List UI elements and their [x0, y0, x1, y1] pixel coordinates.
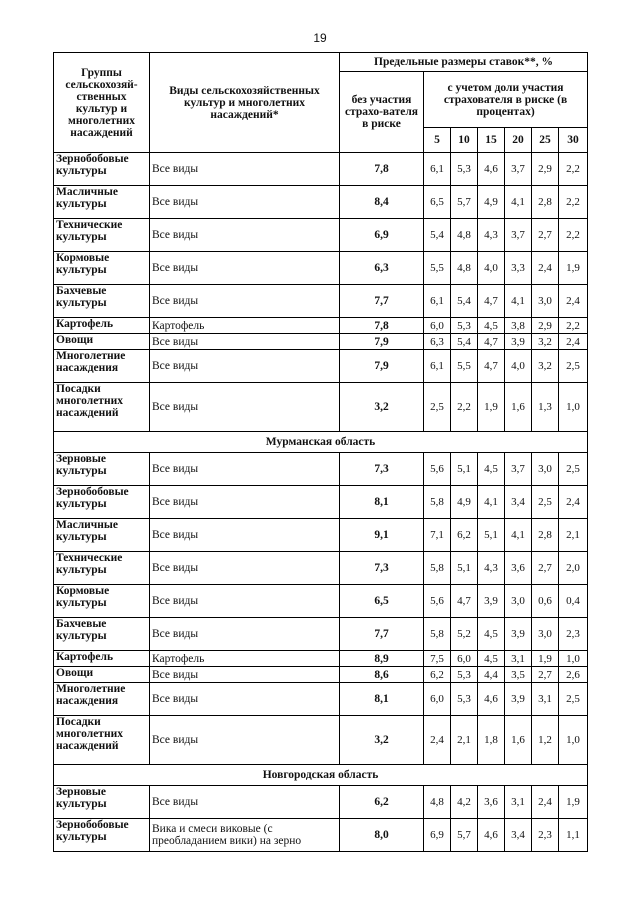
rate-share-10: 4,9: [451, 486, 478, 519]
rate-without-participation: 8,0: [340, 819, 424, 852]
crop-kind: Все виды: [150, 683, 340, 716]
rate-share-15: 4,6: [478, 153, 505, 186]
header-pct-5: 5: [424, 128, 451, 153]
header-pct-10: 10: [451, 128, 478, 153]
rate-share-20: 3,4: [505, 486, 532, 519]
rate-share-15: 4,7: [478, 285, 505, 318]
rate-share-5: 6,9: [424, 819, 451, 852]
header-without-participation: без участия страхо-вателя в риске: [340, 72, 424, 153]
crop-group: Картофель: [54, 318, 150, 334]
rate-share-20: 4,0: [505, 350, 532, 383]
rate-without-participation: 6,5: [340, 585, 424, 618]
rate-without-participation: 9,1: [340, 519, 424, 552]
crop-kind: Все виды: [150, 786, 340, 819]
crop-group: Многолетние насаждения: [54, 683, 150, 716]
rate-share-20: 3,9: [505, 618, 532, 651]
table-row: [54, 486, 588, 519]
table-row: [54, 786, 588, 819]
table-row: [54, 552, 588, 585]
rate-share-25: 2,5: [532, 486, 559, 519]
region-row: [54, 765, 588, 786]
rate-share-5: 5,6: [424, 585, 451, 618]
table-row: [54, 667, 588, 683]
rate-share-10: 5,3: [451, 153, 478, 186]
rate-share-30: 2,4: [559, 285, 588, 318]
rate-share-5: 6,1: [424, 285, 451, 318]
rate-share-15: 4,5: [478, 651, 505, 667]
rate-share-30: 1,9: [559, 252, 588, 285]
rate-share-15: 4,6: [478, 683, 505, 716]
rate-share-10: 2,2: [451, 383, 478, 432]
rate-share-15: 4,7: [478, 350, 505, 383]
rate-share-10: 5,2: [451, 618, 478, 651]
rate-share-15: 4,1: [478, 486, 505, 519]
table-row: [54, 350, 588, 383]
crop-kind: Все виды: [150, 252, 340, 285]
rate-share-30: 2,4: [559, 334, 588, 350]
rate-without-participation: 7,8: [340, 153, 424, 186]
rate-share-20: 3,8: [505, 318, 532, 334]
rate-share-5: 6,1: [424, 153, 451, 186]
header-pct-25: 25: [532, 128, 559, 153]
rate-without-participation: 6,2: [340, 786, 424, 819]
crop-kind: Все виды: [150, 350, 340, 383]
rate-share-25: 0,6: [532, 585, 559, 618]
rate-share-20: 3,4: [505, 819, 532, 852]
rate-share-5: 5,4: [424, 219, 451, 252]
page-number: 19: [313, 31, 327, 45]
rate-share-10: 4,7: [451, 585, 478, 618]
rate-share-20: 3,0: [505, 585, 532, 618]
rate-without-participation: 3,2: [340, 383, 424, 432]
rate-share-30: 2,2: [559, 318, 588, 334]
crop-group: Зерновые культуры: [54, 786, 150, 819]
table-body: [54, 153, 588, 852]
rate-without-participation: 7,9: [340, 334, 424, 350]
rate-share-15: 4,9: [478, 186, 505, 219]
rate-share-30: 0,4: [559, 585, 588, 618]
rate-share-20: 3,7: [505, 219, 532, 252]
crop-group: Овощи: [54, 334, 150, 350]
rate-share-10: 4,8: [451, 219, 478, 252]
crop-group: Масличные культуры: [54, 519, 150, 552]
rate-share-25: 3,2: [532, 334, 559, 350]
rate-share-20: 3,5: [505, 667, 532, 683]
rate-share-15: 4,7: [478, 334, 505, 350]
rate-share-20: 4,1: [505, 519, 532, 552]
rate-without-participation: 6,3: [340, 252, 424, 285]
table-row: [54, 716, 588, 765]
rate-share-30: 1,1: [559, 819, 588, 852]
crop-kind: Картофель: [150, 651, 340, 667]
rate-share-20: 4,1: [505, 186, 532, 219]
rate-share-30: 2,5: [559, 683, 588, 716]
crop-kind: Все виды: [150, 585, 340, 618]
rate-without-participation: 8,1: [340, 486, 424, 519]
rate-without-participation: 7,7: [340, 618, 424, 651]
rate-share-30: 1,0: [559, 651, 588, 667]
rate-share-25: 2,9: [532, 153, 559, 186]
table-row: [54, 285, 588, 318]
rate-share-25: 2,9: [532, 318, 559, 334]
rate-share-15: 4,5: [478, 453, 505, 486]
rate-share-5: 6,0: [424, 683, 451, 716]
rate-share-15: 4,5: [478, 618, 505, 651]
region-title: Новгородская область: [54, 765, 588, 786]
rate-share-30: 1,9: [559, 786, 588, 819]
table-row: [54, 219, 588, 252]
rate-share-5: 7,1: [424, 519, 451, 552]
rate-share-5: 6,0: [424, 318, 451, 334]
rate-share-10: 5,7: [451, 819, 478, 852]
table-row: [54, 819, 588, 852]
rate-share-20: 3,1: [505, 786, 532, 819]
header-with-share: с учетом доли участия страхователя в риске (в процентах): [424, 72, 588, 128]
rate-share-25: 2,7: [532, 219, 559, 252]
rate-share-5: 5,5: [424, 252, 451, 285]
rate-share-30: 2,1: [559, 519, 588, 552]
table-row: [54, 153, 588, 186]
rate-share-10: 5,3: [451, 667, 478, 683]
header-pct-30: 30: [559, 128, 588, 153]
table-row: [54, 683, 588, 716]
rate-share-25: 1,3: [532, 383, 559, 432]
crop-group: Кормовые культуры: [54, 585, 150, 618]
rate-share-5: 5,6: [424, 453, 451, 486]
crop-group: Многолетние насаждения: [54, 350, 150, 383]
rate-share-25: 3,1: [532, 683, 559, 716]
rate-share-25: 2,7: [532, 552, 559, 585]
crop-kind: Все виды: [150, 285, 340, 318]
crop-kind: Картофель: [150, 318, 340, 334]
rate-share-25: 1,2: [532, 716, 559, 765]
rate-share-10: 5,4: [451, 334, 478, 350]
rate-without-participation: 7,7: [340, 285, 424, 318]
rate-share-5: 5,8: [424, 618, 451, 651]
rate-share-20: 3,9: [505, 683, 532, 716]
rate-without-participation: 7,9: [340, 350, 424, 383]
rate-share-20: 3,7: [505, 453, 532, 486]
crop-kind: Вика и смеси виковые (с преобладанием вики) на зерно: [150, 819, 340, 852]
header-groups: Группы сельскохозяй-ственных культур и многолетних насаждений: [54, 53, 150, 153]
rate-share-25: 2,4: [532, 252, 559, 285]
rate-share-10: 4,8: [451, 252, 478, 285]
rate-share-20: 3,6: [505, 552, 532, 585]
table-row: [54, 618, 588, 651]
crop-kind: Все виды: [150, 334, 340, 350]
crop-kind: Все виды: [150, 667, 340, 683]
rate-without-participation: 8,1: [340, 683, 424, 716]
rate-share-10: 5,5: [451, 350, 478, 383]
table-row: [54, 651, 588, 667]
rate-without-participation: 7,3: [340, 552, 424, 585]
rate-share-10: 5,1: [451, 453, 478, 486]
rate-share-15: 1,8: [478, 716, 505, 765]
crop-group: Зерновые культуры: [54, 453, 150, 486]
rate-share-15: 1,9: [478, 383, 505, 432]
rate-share-5: 2,4: [424, 716, 451, 765]
rate-share-30: 2,5: [559, 453, 588, 486]
rate-share-10: 2,1: [451, 716, 478, 765]
rate-share-25: 2,3: [532, 819, 559, 852]
rate-share-20: 1,6: [505, 383, 532, 432]
crop-kind: Все виды: [150, 552, 340, 585]
rate-share-25: 2,4: [532, 786, 559, 819]
rate-share-15: 4,0: [478, 252, 505, 285]
rate-share-5: 5,8: [424, 486, 451, 519]
rate-share-20: 3,9: [505, 334, 532, 350]
table-row: [54, 585, 588, 618]
rate-share-5: 4,8: [424, 786, 451, 819]
rate-share-15: 3,9: [478, 585, 505, 618]
region-row: [54, 432, 588, 453]
table-row: [54, 519, 588, 552]
table-row: [54, 252, 588, 285]
rate-share-10: 5,7: [451, 186, 478, 219]
rate-share-20: 3,7: [505, 153, 532, 186]
rate-without-participation: 8,6: [340, 667, 424, 683]
rate-share-15: 4,5: [478, 318, 505, 334]
table-row: [54, 334, 588, 350]
rate-share-10: 5,1: [451, 552, 478, 585]
crop-group: Зернобобовые культуры: [54, 486, 150, 519]
rate-share-25: 1,9: [532, 651, 559, 667]
rate-share-15: 4,3: [478, 552, 505, 585]
crop-kind: Все виды: [150, 716, 340, 765]
crop-kind: Все виды: [150, 618, 340, 651]
rate-without-participation: 6,9: [340, 219, 424, 252]
rate-share-10: 6,0: [451, 651, 478, 667]
table-header: [54, 53, 588, 153]
rate-share-20: 3,3: [505, 252, 532, 285]
crop-group: Овощи: [54, 667, 150, 683]
rate-share-15: 4,4: [478, 667, 505, 683]
rate-share-10: 4,2: [451, 786, 478, 819]
rate-share-25: 2,8: [532, 186, 559, 219]
crop-group: Зернобобовые культуры: [54, 153, 150, 186]
header-pct-20: 20: [505, 128, 532, 153]
crop-group: Картофель: [54, 651, 150, 667]
crop-group: Бахчевые культуры: [54, 285, 150, 318]
crop-group: Технические культуры: [54, 552, 150, 585]
crop-kind: Все виды: [150, 453, 340, 486]
rate-share-30: 1,0: [559, 383, 588, 432]
rate-share-20: 1,6: [505, 716, 532, 765]
crop-kind: Все виды: [150, 383, 340, 432]
region-title: Мурманская область: [54, 432, 588, 453]
rate-share-5: 6,1: [424, 350, 451, 383]
crop-group: Посадки многолетних насаждений: [54, 716, 150, 765]
header-kinds: Виды сельскохозяйственных культур и многолетних насаждений*: [150, 53, 340, 153]
rate-share-30: 2,2: [559, 186, 588, 219]
rate-share-10: 6,2: [451, 519, 478, 552]
rate-share-25: 2,8: [532, 519, 559, 552]
crop-group: Зернобобовые культуры: [54, 819, 150, 852]
rate-share-15: 5,1: [478, 519, 505, 552]
rate-share-15: 4,6: [478, 819, 505, 852]
rate-share-15: 3,6: [478, 786, 505, 819]
rate-share-5: 6,5: [424, 186, 451, 219]
rate-without-participation: 7,3: [340, 453, 424, 486]
rate-share-5: 6,2: [424, 667, 451, 683]
rate-without-participation: 8,9: [340, 651, 424, 667]
table-row: [54, 318, 588, 334]
table-row: [54, 453, 588, 486]
rates-table: [53, 52, 588, 852]
rate-share-25: 3,2: [532, 350, 559, 383]
crop-group: Кормовые культуры: [54, 252, 150, 285]
rate-share-10: 5,3: [451, 318, 478, 334]
rate-share-5: 7,5: [424, 651, 451, 667]
rate-share-15: 4,3: [478, 219, 505, 252]
rate-share-30: 2,3: [559, 618, 588, 651]
rate-share-10: 5,4: [451, 285, 478, 318]
rate-without-participation: 8,4: [340, 186, 424, 219]
crop-group: Бахчевые культуры: [54, 618, 150, 651]
crop-kind: Все виды: [150, 519, 340, 552]
rate-share-30: 1,0: [559, 716, 588, 765]
rate-share-30: 2,4: [559, 486, 588, 519]
crop-group: Масличные культуры: [54, 186, 150, 219]
crop-kind: Все виды: [150, 486, 340, 519]
rate-share-20: 4,1: [505, 285, 532, 318]
header-limits: Предельные размеры ставок**, %: [340, 53, 588, 72]
crop-kind: Все виды: [150, 219, 340, 252]
rate-share-30: 2,2: [559, 153, 588, 186]
rate-share-5: 6,3: [424, 334, 451, 350]
rate-share-25: 2,7: [532, 667, 559, 683]
table-row: [54, 383, 588, 432]
rate-share-30: 2,0: [559, 552, 588, 585]
rate-share-30: 2,2: [559, 219, 588, 252]
rate-share-10: 5,3: [451, 683, 478, 716]
rate-share-25: 3,0: [532, 285, 559, 318]
rate-share-5: 5,8: [424, 552, 451, 585]
crop-kind: Все виды: [150, 186, 340, 219]
rate-share-30: 2,5: [559, 350, 588, 383]
crop-group: Технические культуры: [54, 219, 150, 252]
rate-share-30: 2,6: [559, 667, 588, 683]
rate-without-participation: 3,2: [340, 716, 424, 765]
rate-share-25: 3,0: [532, 618, 559, 651]
header-pct-15: 15: [478, 128, 505, 153]
rate-share-25: 3,0: [532, 453, 559, 486]
crop-kind: Все виды: [150, 153, 340, 186]
rate-share-20: 3,1: [505, 651, 532, 667]
table-row: [54, 186, 588, 219]
crop-group: Посадки многолетних насаждений: [54, 383, 150, 432]
rate-without-participation: 7,8: [340, 318, 424, 334]
rate-share-5: 2,5: [424, 383, 451, 432]
